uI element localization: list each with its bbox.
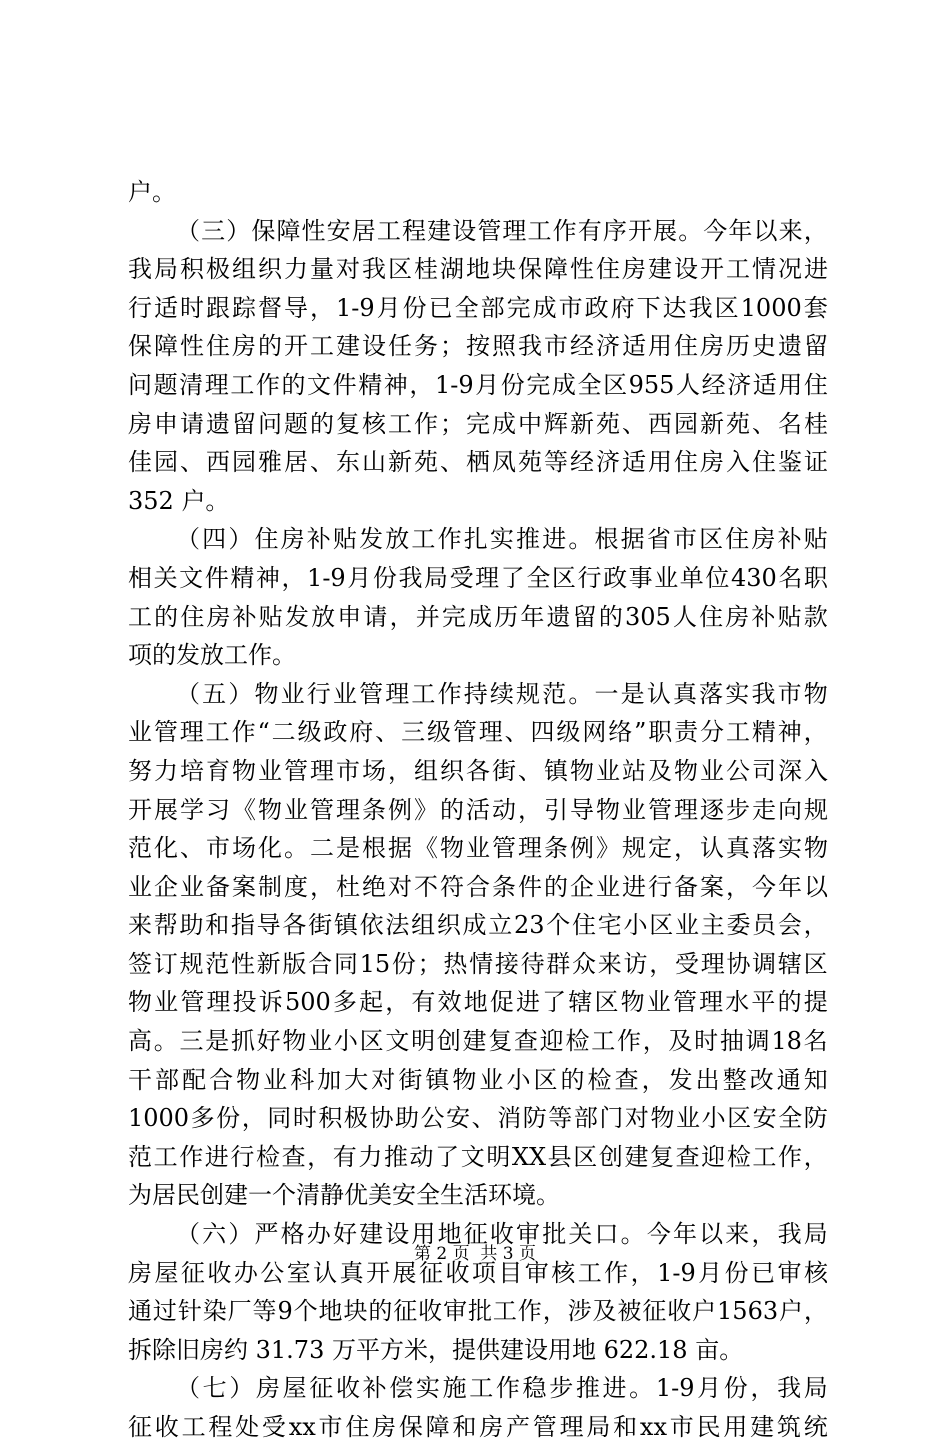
text-line: 户。 [128, 178, 176, 206]
text-line: 征 收 工 程 处 受 xx 市 住 房 保 障 和 房 产 管 理 局 和 xx 市 民 用 建 筑 统 [128, 1413, 828, 1441]
text-line: 来 帮 助 和 指 导 各 街 镇 依 法 组 织 成 立 23 个 住 宅 小 区 业 主 委 员 会 ， [128, 911, 828, 940]
text-line: 相 关 文 件 精 神 ， 1-9 月 份 我 局 受 理 了 全 区 行 政 事 业 单 位 430 名 职 [128, 563, 828, 592]
text-line: 352 户。 [128, 486, 230, 515]
text-line: 房 申 请 遗 留 问 题 的 复 核 工 作 ； 完 成 中 辉 新 苑 、 西 园 新 苑 、 名 桂 [128, 409, 828, 438]
text-line: （ 五 ） 物 业 行 业 管 理 工 作 持 续 规 范 。 一 是 认 真 落 实 我 市 物 [176, 679, 828, 708]
text-line: 行 适 时 跟 踪 督 导 ， 1-9 月 份 已 全 部 完 成 市 政 府 下 达 我 区 1000 套 [128, 293, 828, 322]
text-line: 物 业 管 理 投 诉 500 多 起 ， 有 效 地 促 进 了 辖 区 物 业 管 理 水 平 的 提 [128, 988, 828, 1017]
text-line: 房 屋 征 收 办 公 室 认 真 开 展 征 收 项 目 审 核 工 作 ， 1-9 月 份 已 审 核 [128, 1258, 828, 1287]
text-line: 通 过 针 染 厂 等 9 个 地 块 的 征 收 审 批 工 作 ， 涉 及 被 征 收 户 1563 户 ， [128, 1297, 828, 1326]
text-line: （ 七 ） 房 屋 征 收 补 偿 实 施 工 作 稳 步 推 进 。 1-9 月 份 ， 我 局 [176, 1374, 828, 1403]
text-line: 干 部 配 合 物 业 科 加 大 对 街 镇 物 业 小 区 的 检 查 ， 发 出 整 改 通 知 [128, 1065, 828, 1094]
text-line: 佳 园 、 西 园 雅 居 、 东 山 新 苑 、 栖 凤 苑 等 经 济 适 用 住 房 入 住 鉴 证 [128, 448, 828, 477]
text-line: 我 局 积 极 组 织 力 量 对 我 区 桂 湖 地 块 保 障 性 住 房 建 设 开 工 情 况 进 [128, 255, 828, 284]
text-line: 签 订 规 范 性 新 版 合 同 15 份 ； 热 情 接 待 群 众 来 访 ， 受 理 协 调 辖 区 [128, 949, 828, 978]
text-line: 范 工 作 进 行 检 查 ， 有 力 推 动 了 文 明 XX 县 区 创 建 复 查 迎 检 工 作 ， [128, 1142, 828, 1171]
text-line: 拆除旧房约 31.73 万平方米，提供建设用地 622.18 亩。 [128, 1335, 744, 1364]
text-line: 高 。 三 是 抓 好 物 业 小 区 文 明 创 建 复 查 迎 检 工 作 ， 及 时 抽 调 18 名 [128, 1027, 828, 1056]
text-line: 为居民创建一个清静优美安全生活环境。 [128, 1181, 560, 1210]
page-footer: 第 2 页 共 3 页 [413, 1244, 537, 1264]
text-line: 业 企 业 备 案 制 度 ， 杜 绝 对 不 符 合 条 件 的 企 业 进 行 备 案 ， 今 年 以 [128, 872, 828, 901]
text-line: 范 化 、 市 场 化 。 二 是 根 据 《 物 业 管 理 条 例 》 规 定 ， 认 真 落 实 物 [128, 834, 828, 863]
text-line: 项的发放工作。 [128, 641, 296, 670]
text-line: 问 题 清 理 工 作 的 文 件 精 神 ， 1-9 月 份 完 成 全 区 955 人 经 济 适 用 住 [128, 370, 828, 399]
text-line: 努 力 培 育 物 业 管 理 市 场 ， 组 织 各 街 、 镇 物 业 站 及 物 业 公 司 深 入 [128, 756, 828, 785]
text-line: （ 四 ） 住 房 补 贴 发 放 工 作 扎 实 推 进 。 根 据 省 市 区 住 房 补 贴 [176, 525, 828, 554]
text-line: 1000 多 份 ， 同 时 积 极 协 助 公 安 、 消 防 等 部 门 对 物 业 小 区 安 全 防 [128, 1104, 828, 1133]
text-line: 业 管 理 工 作 “ 二 级 政 府 、 三 级 管 理 、 四 级 网 络 ” 职 责 分 工 精 神 ， [128, 718, 828, 747]
text-line: 保 障 性 住 房 的 开 工 建 设 任 务 ； 按 照 我 市 经 济 适 用 住 房 历 史 遗 留 [128, 332, 828, 361]
text-line: 工 的 住 房 补 贴 发 放 申 请 ， 并 完 成 历 年 遗 留 的 305 人 住 房 补 贴 款 [128, 602, 828, 631]
text-line: （ 六 ） 严 格 办 好 建 设 用 地 征 收 审 批 关 口 。 今 年 以 来 ， 我 局 [176, 1220, 828, 1249]
text-line: 开 展 学 习 《 物 业 管 理 条 例 》 的 活 动 ， 引 导 物 业 管 理 逐 步 走 向 规 [128, 795, 828, 824]
text-line: （ 三 ） 保 障 性 安 居 工 程 建 设 管 理 工 作 有 序 开 展 。 今 年 以 来 ， [176, 216, 828, 245]
